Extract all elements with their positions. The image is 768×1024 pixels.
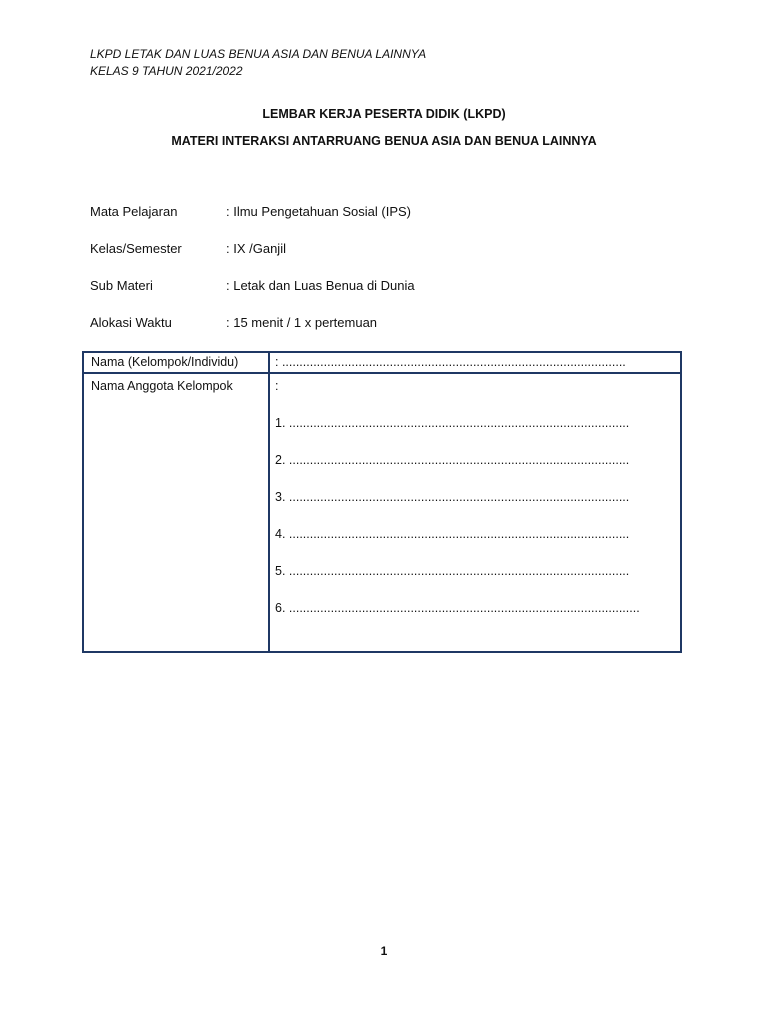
name-label: Nama (Kelompok/Individu) (91, 355, 239, 369)
member-field-1[interactable]: 1. .................................................................................................. (275, 416, 630, 430)
member-field-2[interactable]: 2. .................................................................................................. (275, 453, 630, 467)
document-header (90, 46, 426, 80)
header-line-1: LKPD LETAK DAN LUAS BENUA ASIA DAN BENUA LAINNYA (90, 47, 427, 61)
member-field-4[interactable]: 4. .................................................................................................. (275, 527, 630, 541)
member-field-5[interactable]: 5. .................................................................................................. (275, 564, 630, 578)
members-colon: : (275, 379, 279, 393)
table-column-divider (268, 353, 270, 651)
info-label: Alokasi Waktu (90, 315, 172, 330)
members-label: Nama Anggota Kelompok (91, 379, 233, 393)
name-field[interactable]: : ................................................................................................... (275, 355, 626, 369)
document-subtitle: MATERI INTERAKSI ANTARRUANG BENUA ASIA DAN BENUA LAINNYA (171, 134, 597, 148)
member-field-6[interactable]: 6. ..................................................................................................... (275, 601, 640, 615)
info-label: Kelas/Semester (90, 241, 182, 256)
info-value: : Letak dan Luas Benua di Dunia (226, 278, 415, 293)
page-number: 1 (380, 944, 388, 958)
document-title: LEMBAR KERJA PESERTA DIDIK (LKPD) (262, 107, 506, 121)
info-value: : 15 menit / 1 x pertemuan (226, 315, 378, 330)
header-line-2: KELAS 9 TAHUN 2021/2022 (90, 64, 243, 78)
info-value: : Ilmu Pengetahuan Sosial (IPS) (226, 204, 411, 219)
info-label: Sub Materi (90, 278, 153, 293)
member-field-3[interactable]: 3. .................................................................................................. (275, 490, 630, 504)
info-label: Mata Pelajaran (90, 204, 178, 219)
info-value: : IX /Ganjil (226, 241, 286, 256)
identity-form-table (82, 351, 682, 653)
table-row-divider (84, 372, 680, 374)
